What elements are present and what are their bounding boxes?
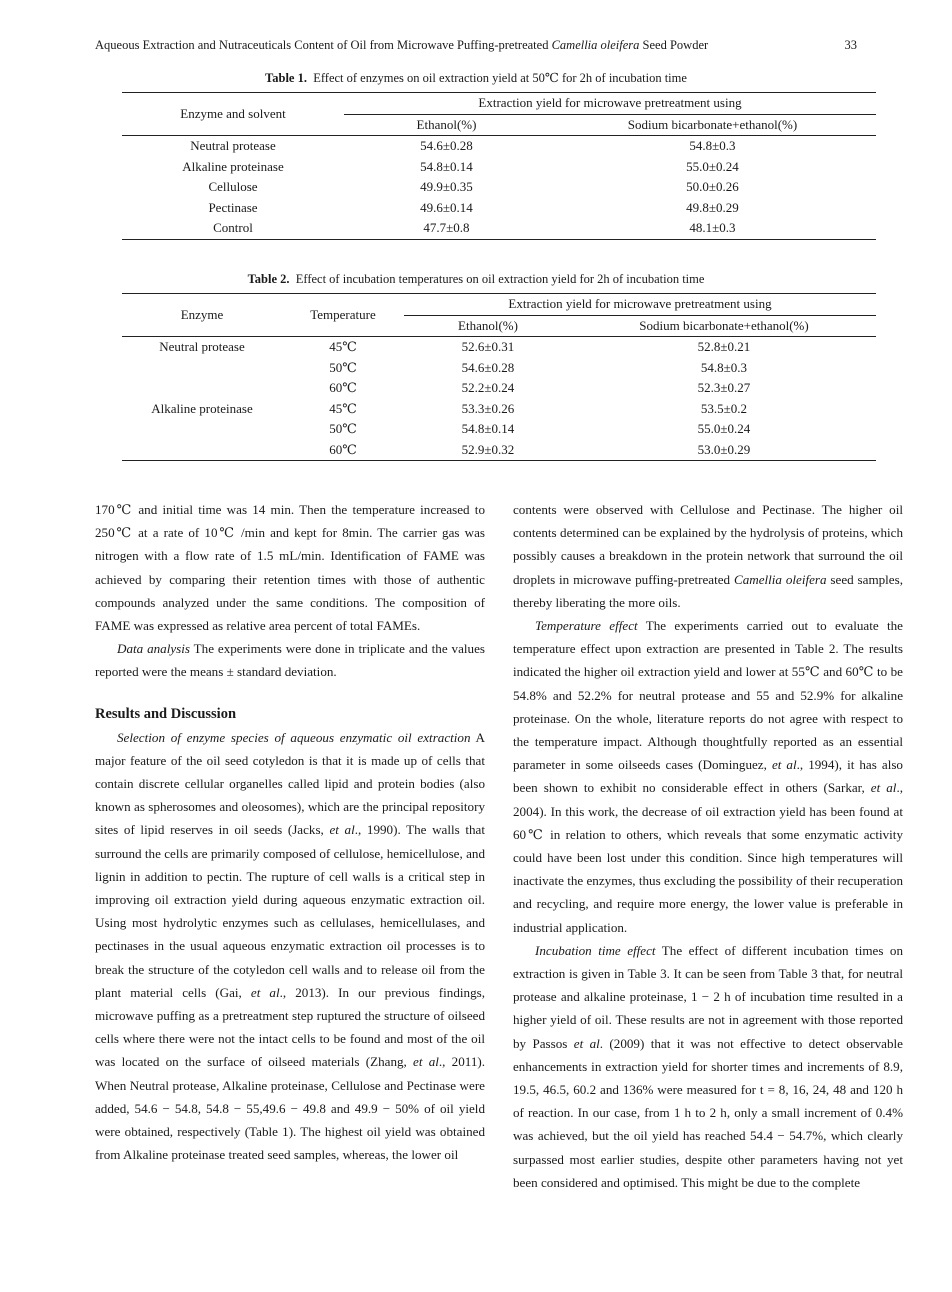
table2-cell-enzyme <box>122 419 282 440</box>
table2-cell-ethanol: 54.6±0.28 <box>461 359 515 375</box>
table-row <box>122 440 876 461</box>
table2-cell-temp: 50℃ <box>329 421 357 436</box>
paragraph-lead: Temperature effect <box>535 618 638 634</box>
table2-cell-bicarb: 53.5±0.2 <box>700 400 748 416</box>
table2-cell-temp: 45℃ <box>329 339 357 354</box>
table2-cell-ethanol: 52.9±0.32 <box>404 440 572 461</box>
table1-cell-ethanol: 49.9±0.35 <box>420 179 473 194</box>
table1-label: Table 1. <box>265 71 307 85</box>
table2-cell-enzyme: Alkaline proteinase <box>151 400 253 416</box>
section-heading: Results and Discussion <box>95 705 237 722</box>
table1-header-ethanol: Ethanol(%) <box>344 115 549 136</box>
table-row <box>122 419 876 440</box>
table1-cell-ethanol: 54.8±0.14 <box>420 158 473 174</box>
table2-caption <box>95 272 857 287</box>
paragraph: Incubation time effect The effect of different incubation times on extraction is given in Table 3. It can be seen from Table 3 that, for neutral protease and alkaline proteinase, 1 − 2 h of incubation time resulted in a higher yield of oil. These results are not in agreement with those reported by Passos et al. (2009) that it was not effective to detect observable enhancements in extraction yield for shorter times and increments of 8.9, 19.5, 46.5, 60.2 and 136% were measured for t = 8, 16, 24, 48 and 120 h of reaction. In our case, from 1 h to 2 h, only a small increment of 0.4% was achieved, but the oil yield has reached 54.4 − 54.7%, which clearly surpassed most earlier studies, despite other parameters having not yet been considered and optimised. This might be due to the complete <box>513 942 903 1190</box>
table2-cell-ethanol: 53.3±0.26 <box>461 400 515 416</box>
table2-header-bicarb: Sodium bicarbonate+ethanol(%) <box>572 316 876 337</box>
table2-cell-temp: 45℃ <box>329 400 357 416</box>
table1-caption-text: Effect of enzymes on oil extraction yield at 50℃ for 2h of incubation time <box>313 71 687 85</box>
table2-caption-text: Effect of incubation temperatures on oil extraction yield for 2h of incubation time <box>295 272 705 286</box>
table2-cell-temp: 60℃ <box>282 440 404 461</box>
table1-cell-bicarb: 50.0±0.26 <box>686 179 739 194</box>
table2-cell-ethanol: 54.8±0.14 <box>461 421 515 436</box>
table2-cell-ethanol: 52.6±0.31 <box>461 339 515 354</box>
table1-cell-ethanol: 49.6±0.14 <box>420 199 473 215</box>
paragraph: contents were observed with Cellulose and Pectinase. The higher oil contents determined can be explained by the hydrolysis of proteins, which possibly causes a breakdown in the protein network that surround the oil droplets in microwave puffing-pretreated Camellia oleifera seed samples, thereby liberating the more oils. <box>513 502 903 610</box>
paragraph-lead: Data analysis <box>117 641 190 657</box>
table1-cell-enzyme: Neutral protease <box>190 138 276 153</box>
running-title-species: Camellia oleifera <box>551 38 640 52</box>
body-column-left <box>95 498 485 1166</box>
table1-header-bicarb: Sodium bicarbonate+ethanol(%) <box>549 115 876 136</box>
body-column-right <box>513 498 903 1194</box>
table2-cell-bicarb: 54.8±0.3 <box>700 359 748 375</box>
table1-caption <box>95 70 857 86</box>
table2-cell-enzyme: Neutral protease <box>159 339 245 354</box>
page-number: 33 <box>844 38 857 52</box>
paragraph: Data analysis The experiments were done in triplicate and the values reported were the means ± standard deviation. <box>95 641 485 680</box>
table2 <box>122 293 876 461</box>
table1-cell-bicarb: 54.8±0.3 <box>689 138 736 153</box>
table2-cell-temp: 50℃ <box>329 359 357 375</box>
paragraph: 170℃ and initial time was 14 min. Then the temperature increased to 250℃ at a rate of 10℃ /min and kept for 8min. The carrier gas was nitrogen with a flow rate of 1.5 mL/min. Identification of FAME was achieved by comparing their retention times with those of authentic compounds analyzed under the same conditions. The composition of FAME was expressed as relative area percent of total FAMEs. <box>95 502 485 634</box>
table1-header-enzyme: Enzyme and solvent <box>122 93 344 136</box>
table1-cell-bicarb: 55.0±0.24 <box>686 158 739 174</box>
table2-cell-enzyme <box>122 378 282 399</box>
table2-cell-bicarb: 55.0±0.24 <box>697 421 751 436</box>
table-row <box>122 358 876 379</box>
paragraph: Selection of enzyme species of aqueous enzymatic oil extraction A major feature of the oil seed cotyledon is that it is made up of cells that contain discrete cellular organelles called lipid and protein bodies (also known as spherosomes and oleosomes), which are the principal repository sites of lipid reserves in oil seeds (Jacks, et al., 1990). The walls that surround the cells are primarily composed of cellulose, hemicellulose, and lignin in addition to pectin. The rupture of cell walls is a critical step in improving oil extraction yield during aqueous enzymatic extraction oil. Using most hydrolytic enzymes such as cellulases, hemicellulases, and pectinases in the usual aqueous enzymatic extraction oil processes is to break the structure of the cotyledon cell walls and to release oil from the plant material cells (Gai, et al., 2013). In our previous findings, microwave puffing as a pretreatment step ruptured the structure of oilseed cells where there were not the intact cells to be found and most of the oil was located on the surface of oilseed materials (Zhang, et al., 2011). When Neutral protease, Alkaline proteinase, Cellulose and Pectinase were added, 54.6 − 54.8, 54.8 − 55,49.6 − 49.8 and 49.9 − 50% of oil yield were obtained, respectively (Table 1). The highest oil yield was obtained from Alkaline proteinase treated seed samples, whereas, the lower oil <box>95 729 486 1163</box>
table1-cell-bicarb: 48.1±0.3 <box>549 218 876 239</box>
table-row <box>122 177 876 198</box>
table2-label: Table 2. <box>247 272 290 286</box>
table2-header-temperature: Temperature <box>282 294 404 337</box>
table1-cell-ethanol: 47.7±0.8 <box>344 218 549 239</box>
table1-cell-enzyme: Pectinase <box>208 199 258 215</box>
paragraph: Temperature effect The experiments carried out to evaluate the temperature effect upon extraction are presented in Table 2. The results indicated the higher oil extraction yield and lower at 55℃ and 60℃ to be 54.8% and 52.2% for neutral protease and 55 and 52.9% for alkaline proteinase. On the whole, literature reports do not agree with respect to the temperature impact. Although thoughtfully reported as an essential parameter in some oilseeds cases (Dominguez, et al., 1994), it has also been shown to exhibit no considerable effect in others (Sarkar, et al., 2004). In this work, the decrease of oil extraction yield has been found at 60℃ in relation to others, which reveals that some enzymatic activity could have been lost under this condition. Since high temperatures will inactivate the enzymes, thus excluding the possibility of their recuperation and recycling, and require more energy, the lower value is preferable in industrial application. <box>513 618 903 935</box>
table1-cell-bicarb: 49.8±0.29 <box>686 199 739 215</box>
paragraph-lead: Incubation time effect <box>535 942 656 958</box>
table2-header-enzyme: Enzyme <box>122 294 282 337</box>
table-row <box>122 218 876 239</box>
running-header <box>95 38 857 58</box>
table-row <box>122 136 876 157</box>
table2-cell-enzyme <box>122 358 282 379</box>
table1-cell-enzyme: Cellulose <box>208 179 258 194</box>
table-row <box>122 337 876 358</box>
table1 <box>122 92 876 240</box>
table1-cell-enzyme: Alkaline proteinase <box>182 158 284 174</box>
table1-cell-enzyme: Control <box>122 218 344 239</box>
paragraph-lead: Selection of enzyme species of aqueous enzymatic oil extraction <box>117 729 471 745</box>
table1-header-span: Extraction yield for microwave pretreatment using <box>344 93 876 115</box>
table2-cell-enzyme <box>122 440 282 461</box>
table-row <box>122 378 876 399</box>
table-row <box>122 157 876 178</box>
table2-cell-bicarb: 52.3±0.27 <box>697 380 751 395</box>
table-row <box>122 198 876 219</box>
table-row <box>122 399 876 420</box>
table2-cell-bicarb: 52.8±0.21 <box>697 339 751 354</box>
table2-cell-bicarb: 53.0±0.29 <box>572 440 876 461</box>
table2-header-span: Extraction yield for microwave pretreatment using <box>404 294 876 316</box>
table2-header-ethanol: Ethanol(%) <box>404 316 572 337</box>
table2-cell-temp: 60℃ <box>329 380 357 395</box>
table2-cell-ethanol: 52.2±0.24 <box>461 380 515 395</box>
running-title: Aqueous Extraction and Nutraceuticals Content of Oil from Microwave Puffing-pretreated Camellia oleifera Seed Powder <box>95 38 709 52</box>
table1-cell-ethanol: 54.6±0.28 <box>420 138 473 153</box>
